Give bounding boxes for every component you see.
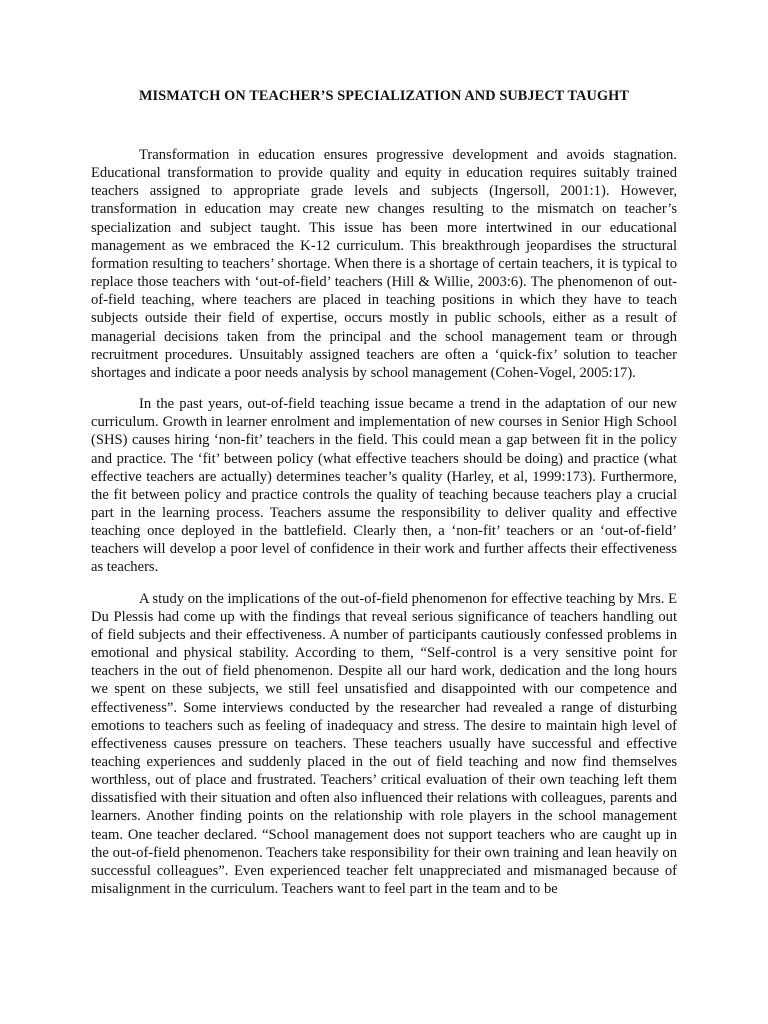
document-title: MISMATCH ON TEACHER’S SPECIALIZATION AND SUBJECT TAUGHT	[138, 88, 630, 104]
paragraph-2: In the past years, out-of-field teaching issue became a trend in the adaptation of our new curriculum. Growth in learner enrolment and implementation of new courses in Senior High School (SHS) causes hiring ‘non-fit’ teachers in the field. This could mean a gap between fit in the policy and practice. The ‘fit’ between policy (what effective teachers should be doing) and practice (what effective teachers are actually) determines teacher’s quality (Harley, et al, 1999:173). Furthermore, the fit between policy and practice controls the quality of teaching because teachers play a crucial part in the learning process. Teachers assume the responsibility to deliver quality and effective teaching once deployed in the battlefield. Clearly then, a ‘non-fit’ teachers or an ‘out-of-field’ teachers will develop a poor level of confidence in their work and further affects their effectiveness as teachers.	[91, 396, 677, 576]
paragraph-1: Transformation in education ensures progressive development and avoids stagnation. Educational transformation to provide quality and equity in education requires suitably trained teachers assigned to appropriate grade levels and subjects (Ingersoll, 2001:1). However, transformation in education may create new changes resulting to the mismatch on teacher’s specialization and subject taught. This issue has been more intertwined in our educational management as we embraced the K-12 curriculum. This breakthrough jeopardises the structural formation resulting to teachers’ shortage. When there is a shortage of certain teachers, it is typical to replace those teachers with ‘out-of-field’ teachers (Hill & Willie, 2003:6). The phenomenon of out-of-field teaching, where teachers are placed in teaching positions in which they have to teach subjects outside their field of expertise, occurs mostly in public schools, either as a result of managerial decisions taken from the principal and the school management team or through recruitment procedures. Unsuitably assigned teachers are often a ‘quick-fix’ solution to teacher shortages and indicate a poor needs analysis by school management (Cohen-Vogel, 2005:17).	[91, 147, 677, 381]
document-page	[91, 86, 677, 911]
paragraph-3: A study on the implications of the out-of-field phenomenon for effective teaching by Mrs. E Du Plessis had come up with the findings that reveal serious significance of teachers handling out of field subjects and their effectiveness. A number of participants cautiously confessed problems in emotional and physical stability. According to them, “Self-control is a very sensitive point for teachers in the out of field phenomenon. Despite all our hard work, dedication and the long hours we spent on these subjects, we still feel unsatisfied and disappointed with our competence and effectiveness”. Some interviews conducted by the researcher had revealed a range of disturbing emotions to teachers such as feeling of inadequacy and stress. The desire to maintain high level of effectiveness causes pressure on teachers. These teachers usually have successful and effective teaching experiences and suddenly placed in the out of field teaching and now find themselves worthless, out of place and frustrated. Teachers’ critical evaluation of their own teaching left them dissatisfied with their situation and often also influenced their relations with colleagues, parents and learners. Another finding points on the relationship with role players in the school management team. One teacher declared. “School management does not support teachers who are caught up in the out-of-field phenomenon. Teachers take responsibility for their own training and lean heavily on successful colleagues”. Even experienced teacher felt unappreciated and mismanaged because of misalignment in the curriculum. Teachers want to feel part in the team and to be	[91, 590, 677, 898]
